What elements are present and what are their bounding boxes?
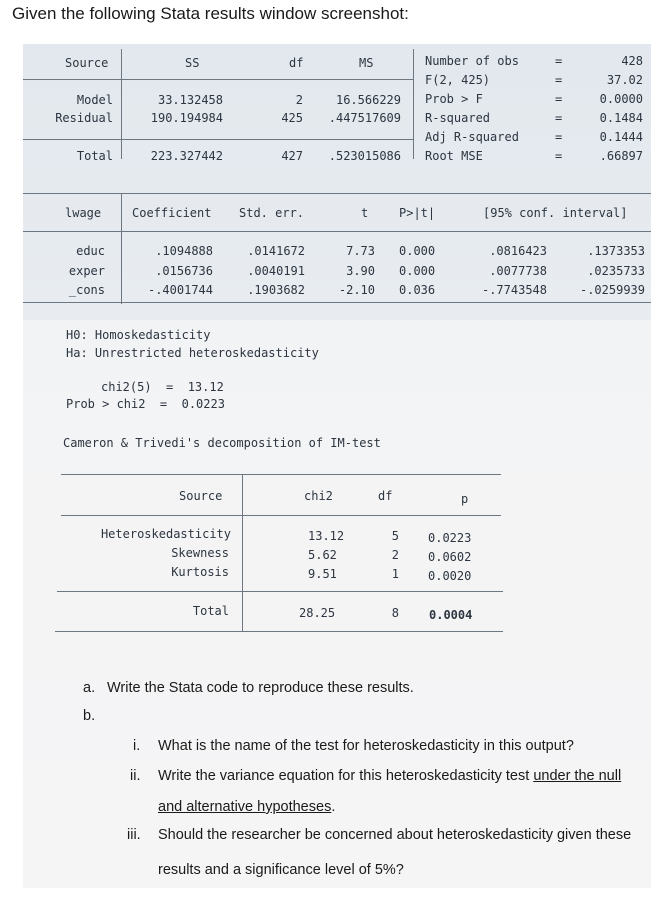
imtest-top-rule <box>61 474 501 475</box>
stat-label: Adj R-squared <box>425 130 519 144</box>
residual-ms: .447517609 <box>328 111 401 125</box>
coef-var: educ <box>76 244 105 258</box>
anova-right-rule <box>413 49 414 159</box>
coef-vertical-rule <box>121 194 122 304</box>
imtest-header-df: df <box>378 489 393 503</box>
coef-se: .0040191 <box>247 264 305 278</box>
anova-header-df: df <box>289 56 304 70</box>
question-ii-end: . <box>331 799 336 815</box>
residual-df: 425 <box>281 111 303 125</box>
imtest-df: 5 <box>391 529 399 543</box>
coef-value: .0156736 <box>155 264 213 278</box>
imtest-df: 1 <box>391 567 399 581</box>
imtest-total-rule <box>57 591 503 592</box>
imtest-bottom-rule <box>55 631 503 632</box>
stat-label: R-squared <box>425 111 491 125</box>
total-df: 427 <box>281 149 303 163</box>
imtest-p: 0.0223 <box>428 531 472 545</box>
ha-line: Ha: Unrestricted heteroskedasticity <box>66 346 319 360</box>
imtest-source: Heteroskedasticity <box>100 527 231 541</box>
question-ii-line2 <box>158 799 335 815</box>
imtest-source: Skewness <box>171 546 229 560</box>
stat-eq: = <box>555 92 563 106</box>
residual-ss: 190.194984 <box>150 111 223 125</box>
coef-header-coef: Coefficient <box>132 206 212 220</box>
coef-header-p: P>|t| <box>399 206 436 220</box>
coef-t: 3.90 <box>346 264 375 278</box>
question-ii-underlined-2: and alternative hypotheses <box>158 799 332 815</box>
imtest-total-p: 0.0004 <box>429 608 473 622</box>
anova-vertical-rule <box>121 49 122 159</box>
imtest-header-rule <box>61 515 501 516</box>
coef-t: 7.73 <box>346 244 375 258</box>
anova-header-rule <box>23 79 413 80</box>
stat-eq: = <box>555 149 563 163</box>
coef-se: .0141672 <box>247 244 305 258</box>
coef-ci-high: .0235733 <box>587 264 645 278</box>
question-a-text: Write the Stata code to reproduce these results. <box>107 680 414 696</box>
imtest-total-df: 8 <box>391 606 399 620</box>
stat-value: 428 <box>621 54 643 68</box>
question-iii-line1: Should the researcher be concerned about heteroskedasticity given these <box>158 827 632 843</box>
question-ii-underlined-1: under the null <box>533 768 622 784</box>
coef-p: 0.000 <box>399 244 436 258</box>
imtest-total-chi2: 28.25 <box>299 606 336 620</box>
total-ss: 223.327442 <box>150 149 223 163</box>
anova-header-ms: MS <box>359 56 374 70</box>
imtest-df: 2 <box>391 548 399 562</box>
model-ms: 16.566229 <box>335 93 401 107</box>
coef-header-t: t <box>361 206 369 220</box>
prob-chi2-line: Prob > chi2 = 0.0223 <box>66 397 225 411</box>
question-a-marker: a. <box>83 680 96 696</box>
imtest-total-label: Total <box>192 604 229 618</box>
stat-value: 0.1444 <box>599 130 643 144</box>
model-label: Model <box>76 93 113 107</box>
coef-var: _cons <box>68 283 105 297</box>
imtest-vertical-rule <box>242 475 243 632</box>
anova-total-rule <box>23 139 413 140</box>
anova-header-source: Source <box>65 56 109 70</box>
question-ii-marker: ii. <box>130 768 141 784</box>
imtest-p: 0.0020 <box>428 569 472 583</box>
coef-ci-high: -.0259939 <box>579 283 645 297</box>
intro-text: Given the following Stata results window screenshot: <box>12 4 409 23</box>
coef-p: 0.000 <box>399 264 436 278</box>
coef-t: -2.10 <box>338 283 375 297</box>
residual-label: Residual <box>55 111 113 125</box>
imtest-chi2: 5.62 <box>308 548 337 562</box>
stat-label: Root MSE <box>425 149 483 163</box>
coef-se: .1903682 <box>247 283 305 297</box>
stat-eq: = <box>555 73 563 87</box>
stat-eq: = <box>555 111 563 125</box>
stat-eq: = <box>555 54 563 68</box>
coef-bottom-rule <box>23 302 651 303</box>
stat-label: Prob > F <box>425 92 483 106</box>
chi2-line: chi2(5) = 13.12 <box>101 380 224 394</box>
coef-value: .1094888 <box>155 244 213 258</box>
coef-ci-low: .0816423 <box>489 244 547 258</box>
stat-value: 37.02 <box>606 73 643 87</box>
total-ms: .523015086 <box>328 149 401 163</box>
model-ss: 33.132458 <box>157 93 223 107</box>
stat-value: 0.0000 <box>599 92 643 106</box>
coef-p: 0.036 <box>399 283 436 297</box>
anova-header-ss: SS <box>185 56 200 70</box>
coef-header-rule <box>23 231 651 232</box>
stata-screenshot-photo <box>23 44 651 888</box>
total-label: Total <box>76 149 113 163</box>
stat-label: Number of obs <box>425 54 519 68</box>
imtest-title: Cameron & Trivedi's decomposition of IM-test <box>63 436 381 450</box>
question-ii-line1 <box>158 768 621 784</box>
question-i-text: What is the name of the test for heteroskedasticity in this output? <box>158 738 574 754</box>
imtest-source: Kurtosis <box>171 565 229 579</box>
question-ii-text: Write the variance equation for this heteroskedasticity test <box>158 768 534 784</box>
coef-header-depvar: lwage <box>65 206 102 220</box>
model-df: 2 <box>295 93 303 107</box>
imtest-chi2: 9.51 <box>308 567 337 581</box>
stat-value: 0.1484 <box>599 111 643 125</box>
coef-var: exper <box>68 264 105 278</box>
coef-ci-low: -.7743548 <box>481 283 547 297</box>
h0-line: H0: Homoskedasticity <box>66 328 211 342</box>
coef-ci-high: .1373353 <box>587 244 645 258</box>
imtest-header-source: Source <box>179 489 223 503</box>
question-iii-line2: results and a significance level of 5%? <box>158 862 404 878</box>
imtest-chi2: 13.12 <box>308 529 345 543</box>
coef-header-se: Std. err. <box>239 206 305 220</box>
coef-header-ci: [95% conf. interval] <box>483 206 628 220</box>
coef-ci-low: .0077738 <box>489 264 547 278</box>
imtest-header-chi2: chi2 <box>304 489 333 503</box>
imtest-p: 0.0602 <box>428 550 472 564</box>
question-iii-marker: iii. <box>127 827 141 843</box>
stat-value: .66897 <box>599 149 643 163</box>
stat-eq: = <box>555 130 563 144</box>
stat-label: F(2, 425) <box>425 73 491 87</box>
coef-top-rule <box>23 193 651 194</box>
imtest-header-p: p <box>461 492 469 506</box>
question-b-marker: b. <box>83 708 96 724</box>
question-i-marker: i. <box>133 738 141 754</box>
coef-value: -.4001744 <box>147 283 213 297</box>
